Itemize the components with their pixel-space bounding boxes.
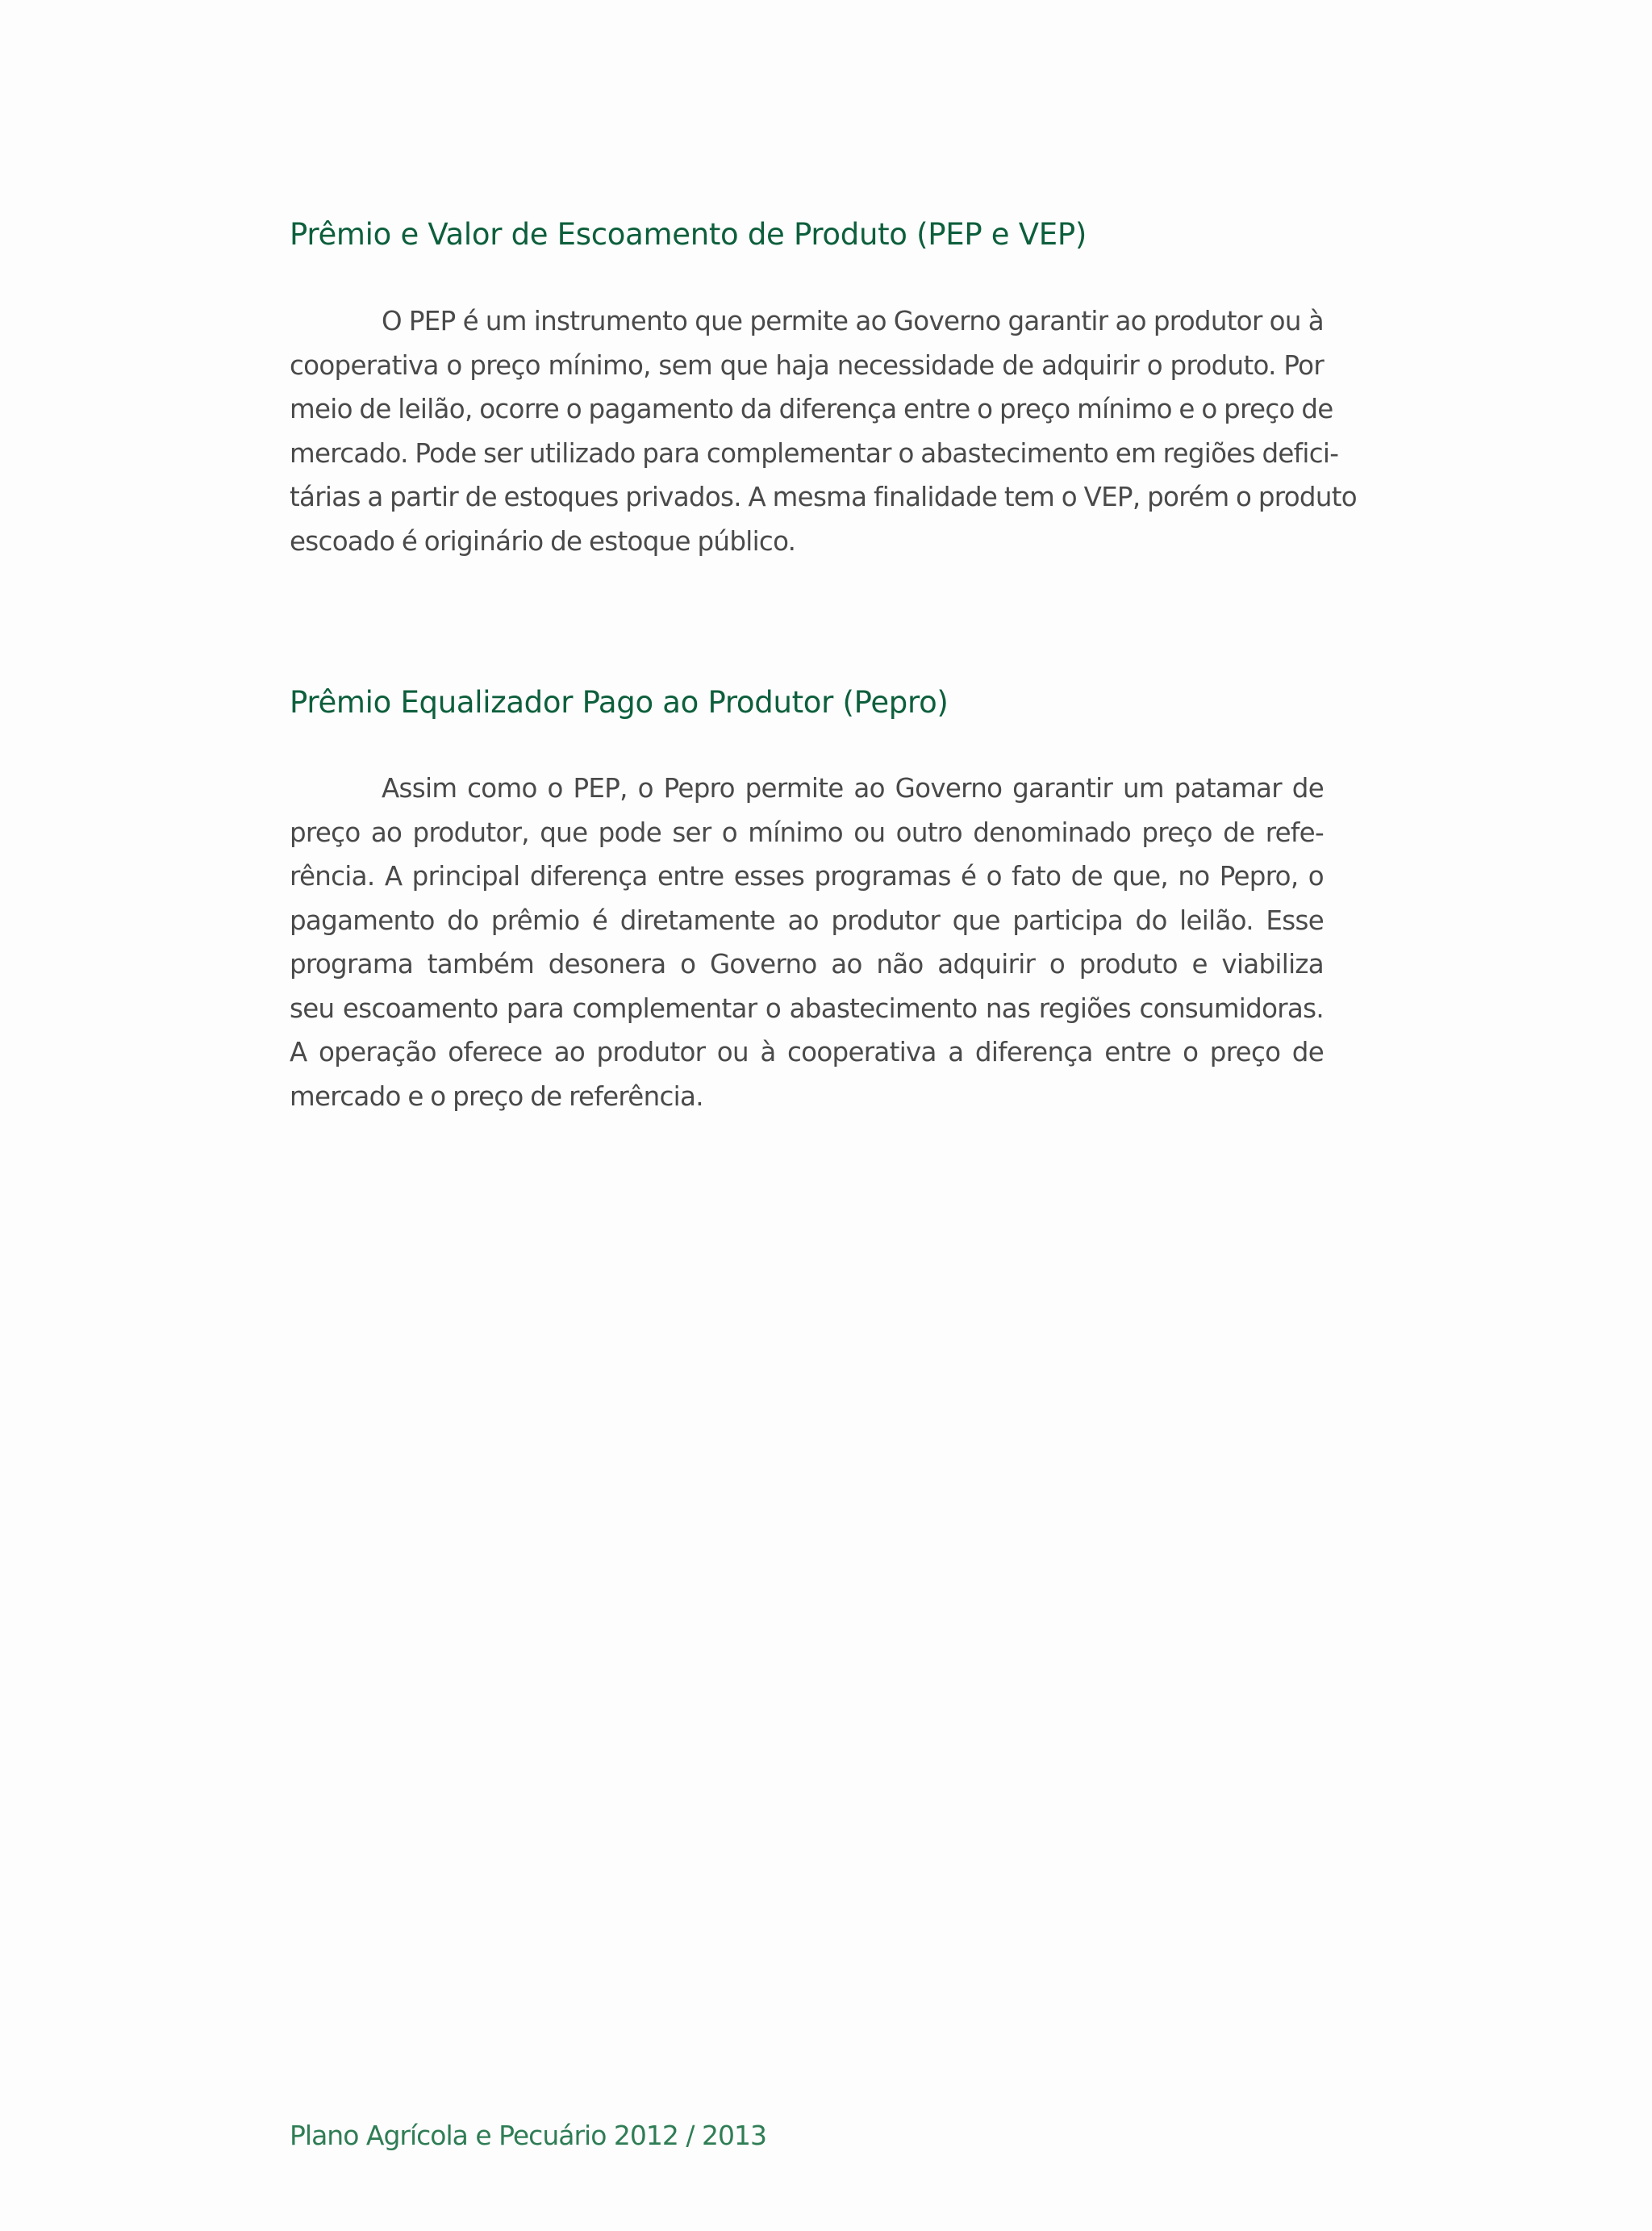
- paragraph-line: A operação oferece ao produtor ou à cooperativa a diferença entre o preço de: [290, 1037, 1324, 1067]
- paragraph-line: rência. A principal diferença entre esses programas é o fato de que, no Pepro, o: [290, 861, 1324, 892]
- paragraph-pepro: [290, 767, 1324, 1118]
- paragraph-line: preço ao produtor, que pode ser o mínimo ou outro denominado preço de refe-: [290, 817, 1324, 848]
- section-heading-pepro: Prêmio Equalizador Pago ao Produtor (Pepro): [290, 685, 949, 720]
- paragraph-line: mercado. Pode ser utilizado para complementar o abastecimento em regiões defici-: [290, 437, 1339, 469]
- paragraph-line: escoado é originário de estoque público.: [290, 525, 796, 557]
- paragraph-line: programa também desonera o Governo ao não adquirir o produto e viabiliza: [290, 949, 1324, 980]
- paragraph-line: meio de leilão, ocorre o pagamento da diferença entre o preço mínimo e o preço de: [290, 394, 1333, 424]
- paragraph-pep-vep: [290, 299, 1357, 563]
- paragraph-line: seu escoamento para complementar o abastecimento nas regiões consumidoras.: [290, 992, 1324, 1024]
- paragraph-line: Assim como o PEP, o Pepro permite ao Governo garantir um patamar de: [382, 773, 1324, 804]
- paragraph-line: cooperativa o preço mínimo, sem que haja necessidade de adquirir o produto. Por: [290, 349, 1324, 381]
- section-heading-pep-vep: Prêmio e Valor de Escoamento de Produto (PEP e VEP): [290, 217, 1087, 252]
- paragraph-line: tárias a partir de estoques privados. A mesma finalidade tem o VEP, porém o produto: [290, 482, 1357, 512]
- paragraph-line: pagamento do prêmio é diretamente ao produtor que participa do leilão. Esse: [290, 905, 1324, 936]
- page-footer: Plano Agrícola e Pecuário 2012 / 2013: [290, 2120, 766, 2151]
- paragraph-line: O PEP é um instrumento que permite ao Governo garantir ao produtor ou à: [382, 306, 1324, 336]
- paragraph-line: mercado e o preço de referência.: [290, 1080, 703, 1112]
